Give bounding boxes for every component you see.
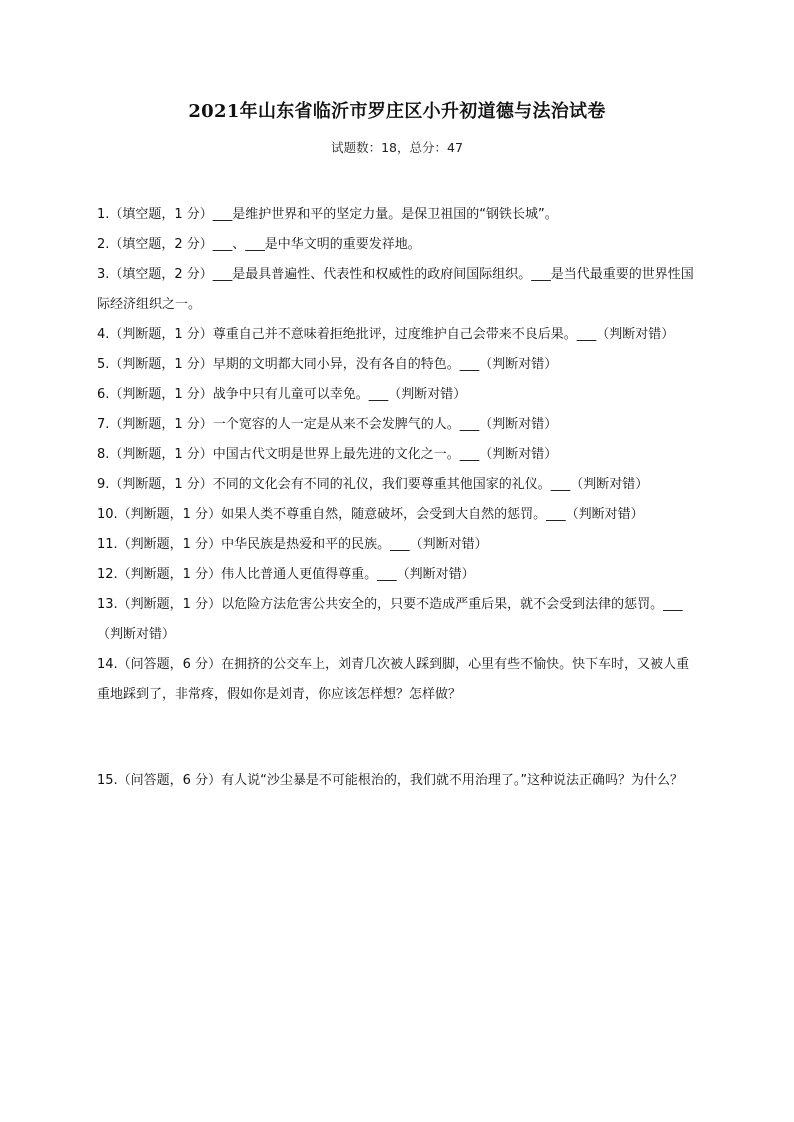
question-9: 9.（判断题，1 分）不同的文化会有不同的礼仪，我们要尊重其他国家的礼仪。___（判断对错）	[97, 477, 649, 492]
question-7: 7.（判断题，1 分）一个宽容的人一定是从来不会发脾气的人。___（判断对错）	[97, 417, 558, 432]
exam-summary: 试题数：18，总分：47	[331, 140, 463, 155]
question-5: 5.（判断题，1 分）早期的文明都大同小异，没有各自的特色。___（判断对错）	[97, 357, 558, 372]
question-6: 6.（判断题，1 分）战争中只有儿童可以幸免。___（判断对错）	[97, 387, 467, 402]
question-list	[97, 200, 697, 796]
question-4: 4.（判断题，1 分）尊重自己并不意味着拒绝批评，过度维护自己会带来不良后果。___（判断对错）	[97, 327, 675, 342]
question-3: 3.（填空题，2 分）___是最具普遍性、代表性和权威性的政府间国际组织。___是当代最重要的世界性国际经济组织之一。	[97, 267, 694, 312]
question-14: 14.（问答题，6 分）在拥挤的公交车上，刘青几次被人踩到脚，心里有些不愉快。快下车时，又被人重重地踩到了，非常疼，假如你是刘青，你应该怎样想？怎样做？	[97, 657, 690, 702]
question-10: 10.（判断题，1 分）如果人类不尊重自然，随意破坏，会受到大自然的惩罚。___（判断对错）	[97, 507, 644, 522]
question-15: 15.（问答题，6 分）有人说“沙尘暴是不可能根治的，我们就不用治理了。”这种说法正确吗？为什么？	[97, 773, 684, 788]
question-11: 11.（判断题，1 分）中华民族是热爱和平的民族。___（判断对错）	[97, 537, 488, 552]
page-title: 2021年山东省临沂市罗庄区小升初道德与法治试卷	[188, 101, 606, 122]
question-2: 2.（填空题，2 分）___、___是中华文明的重要发祥地。	[97, 237, 421, 252]
answer-space	[97, 710, 697, 766]
question-13: 13.（判断题，1 分）以危险方法危害公共安全的，只要不造成严重后果，就不会受到法律的惩罚。___（判断对错）	[97, 597, 683, 642]
question-1: 1.（填空题，1 分）___是维护世界和平的坚定力量。是保卫祖国的“钢铁长城”。	[97, 207, 558, 222]
question-8: 8.（判断题，1 分）中国古代文明是世界上最先进的文化之一。___（判断对错）	[97, 447, 558, 462]
question-12: 12.（判断题，1 分）伟人比普通人更值得尊重。___（判断对错）	[97, 567, 475, 582]
